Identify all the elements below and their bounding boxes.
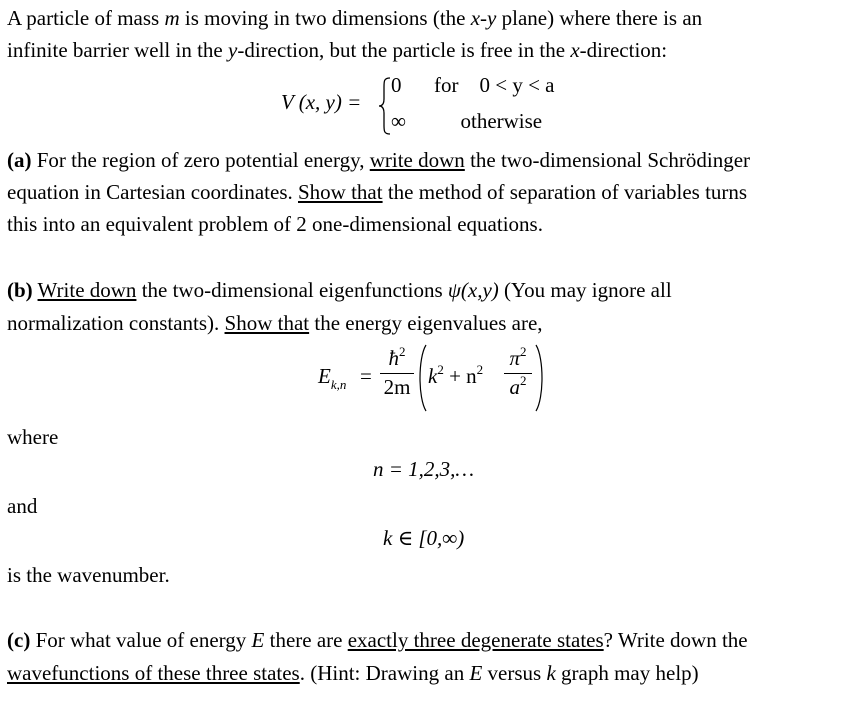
left-paren-icon [416, 344, 428, 412]
exponent: 2 [437, 362, 444, 377]
text: is moving in two dimensions (the [179, 6, 471, 30]
part-b-line-1 [7, 277, 672, 303]
part-a-label: (a) [7, 148, 32, 172]
energy-subscript: k,n [330, 377, 347, 392]
potential-lhs [281, 89, 361, 115]
exponent: 2 [520, 344, 527, 359]
text: the method of separation of variables turns [382, 180, 748, 204]
text: -direction, but the particle is free in the [237, 38, 571, 62]
text: (You may ignore all [498, 278, 672, 302]
text: ? Write down the [603, 628, 748, 652]
part-b-line-2 [7, 310, 543, 336]
text: the two-dimensional eigenfunctions [136, 278, 448, 302]
part-b-label: (b) [7, 278, 33, 302]
text: equation in Cartesian coordinates. [7, 180, 298, 204]
case-2-value: ∞ [391, 109, 406, 133]
potential-case-1 [391, 72, 555, 98]
potential-lhs-text: V (x, y) = [281, 90, 362, 114]
energy-equation [316, 343, 556, 413]
case-1-value: 0 [391, 73, 402, 97]
text: plane) where there is an [496, 6, 703, 30]
y-symbol: y [228, 38, 238, 62]
fraction-denominator: 2m [383, 375, 411, 399]
emphasis: write down [369, 148, 465, 172]
plus-n: + n [449, 364, 477, 388]
text: infinite barrier well in the [7, 38, 229, 62]
hbar-fraction [380, 346, 414, 400]
text: A particle of mass [7, 6, 165, 30]
x-symbol: x [570, 38, 580, 62]
left-brace-icon [378, 77, 392, 135]
energy-E: E [318, 364, 331, 388]
k-symbol: k [428, 364, 438, 388]
text: the energy eigenvalues are, [309, 311, 543, 335]
part-a-line-3 [7, 211, 543, 237]
text: this into an equivalent problem of 2 one-dimensional equations. [7, 212, 543, 236]
text: For the region of zero potential energy, [31, 148, 370, 172]
text: versus [482, 661, 547, 685]
equals-sign: = [360, 364, 372, 388]
intro-line-1 [7, 5, 702, 31]
case-1-condition: for 0 < y < a [434, 73, 555, 97]
emphasis: wavefunctions of these three states [7, 661, 300, 685]
potential-equation [281, 72, 581, 138]
emphasis: Write down [37, 278, 137, 302]
a-symbol: a [509, 375, 520, 399]
wavenumber-text: is the wavenumber. [7, 563, 170, 587]
text: graph may help) [555, 661, 699, 685]
energy-symbol: E [251, 628, 265, 652]
text: . (Hint: Drawing an [299, 661, 470, 685]
text: For what value of energy [30, 628, 252, 652]
intro-line-2 [7, 37, 667, 63]
right-paren-icon [534, 344, 546, 412]
hbar: ħ [388, 346, 399, 370]
xy-plane-symbol: x-y [470, 6, 497, 30]
text: normalization constants). [7, 311, 225, 335]
text: -direction: [579, 38, 668, 62]
text: the two-dimensional Schrödinger [464, 148, 751, 172]
n-range [373, 456, 474, 482]
part-a-line-2 [7, 179, 747, 205]
k-symbol: k [546, 661, 556, 685]
pi-fraction [504, 346, 532, 403]
part-c-line-2 [7, 660, 699, 686]
energy-symbol: E [469, 661, 483, 685]
exponent: 2 [520, 373, 527, 388]
emphasis: Show that [298, 180, 383, 204]
part-a-line-1 [7, 147, 750, 173]
k-range [383, 525, 464, 551]
emphasis: Show that [224, 311, 310, 335]
emphasis: exactly three degenerate states [347, 628, 604, 652]
psi-symbol: ψ(x,y) [447, 278, 499, 302]
mass-symbol: m [164, 6, 180, 30]
exponent: 2 [399, 344, 406, 359]
text: there are [264, 628, 348, 652]
potential-case-2 [391, 108, 542, 134]
and-text: and [7, 494, 38, 518]
k-range-text: k ∈ [0,∞) [383, 526, 465, 550]
case-2-condition: otherwise [460, 109, 543, 133]
energy-symbol [318, 363, 346, 392]
n-range-text: n = 1,2,3,… [373, 457, 475, 481]
where-text: where [7, 425, 59, 449]
part-c-label: (c) [7, 628, 31, 652]
exponent: 2 [476, 362, 484, 377]
pi-symbol: π [509, 346, 521, 370]
energy-terms [428, 363, 483, 392]
part-c-line-1 [7, 627, 748, 653]
